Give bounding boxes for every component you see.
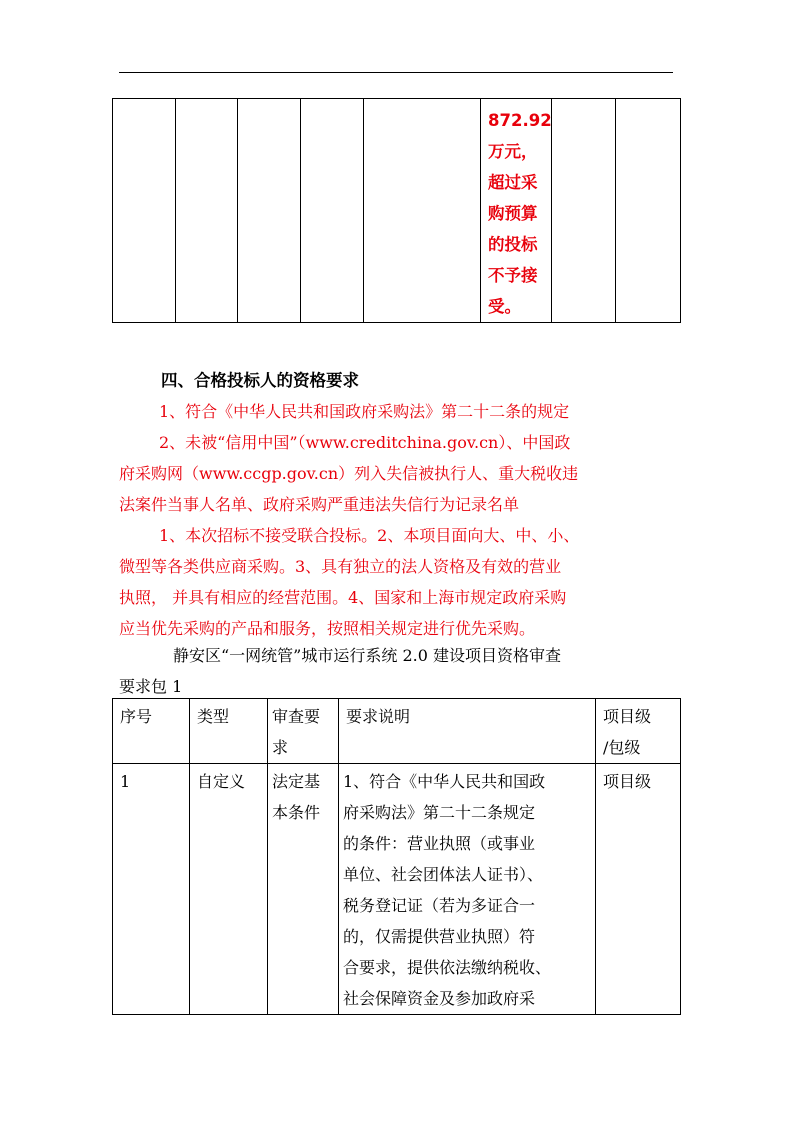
- cell-review: [268, 764, 339, 1015]
- table-cell: [364, 99, 481, 323]
- cell-line: 的条件：营业执照（或事业: [343, 834, 536, 853]
- table-cell: [113, 99, 176, 323]
- cell-line: /包级: [603, 738, 641, 757]
- cell-line: 税务登记证（若为多证合一: [343, 896, 536, 915]
- budget-note-line: 超过采: [488, 173, 538, 192]
- requirement-item-2: [119, 427, 675, 520]
- text-line: 1、本次招标不接受联合投标。2、本项目面向大、中、小、: [159, 526, 580, 545]
- cell-seq: 1: [113, 764, 190, 1015]
- table-cell: [238, 99, 301, 323]
- table-header-row: [113, 699, 681, 764]
- budget-note-line: 872.92: [488, 111, 552, 130]
- table-row: [113, 99, 681, 323]
- cell-line: 1、符合《中华人民共和国政: [343, 772, 546, 791]
- requirements-table: [112, 698, 681, 1015]
- cell-line: 府采购法》第二十二条规定: [343, 803, 536, 822]
- budget-note-line: 万元，: [488, 142, 538, 161]
- budget-note-line: 的投标: [488, 235, 538, 254]
- table-cell: [301, 99, 364, 323]
- text-line: 执照， 并具有相应的经营范围。4、国家和上海市规定政府采购: [119, 588, 567, 607]
- cell-level: 项目级: [596, 764, 681, 1015]
- header-seq: 序号: [113, 699, 190, 764]
- header-rule: [119, 72, 673, 73]
- table-cell: [616, 99, 681, 323]
- text-line: 应当优先采购的产品和服务，按照相关规定进行优先采购。: [119, 619, 536, 638]
- continuation-table: [112, 98, 681, 323]
- header-level: [596, 699, 681, 764]
- table-row: [113, 764, 681, 1015]
- budget-note-cell: [481, 99, 552, 323]
- budget-note: [481, 99, 551, 322]
- cell-line: 求: [272, 738, 289, 757]
- text-line: 2、未被“信用中国”（www.creditchina.gov.cn）、中国政: [159, 433, 571, 452]
- budget-note-line: 购预算: [488, 204, 538, 223]
- text-line: 府采购网（www.ccgp.gov.cn）列入失信被执行人、重大税收违: [119, 464, 579, 483]
- budget-note-line: 不予接: [488, 266, 538, 285]
- project-title: [119, 640, 675, 702]
- text-line: 微型等各类供应商采购。3、具有独立的法人资格及有效的营业: [119, 557, 562, 576]
- requirement-item-1: [119, 396, 675, 427]
- cell-line: 单位、社会团体法人证书）、: [343, 865, 544, 884]
- header-review: [268, 699, 339, 764]
- text-line: 静安区“一网统管”城市运行系统 2.0 建设项目资格审查: [173, 646, 561, 665]
- text-line: 法案件当事人名单、政府采购严重违法失信行为记录名单: [119, 495, 520, 514]
- table-cell: [552, 99, 616, 323]
- cell-line: 的，仅需提供营业执照）符: [343, 927, 536, 946]
- cell-line: 法定基: [272, 772, 321, 791]
- header-desc: 要求说明: [339, 699, 596, 764]
- cell-line: 社会保障资金及参加政府采: [343, 989, 536, 1008]
- cell-desc: [339, 764, 596, 1015]
- cell-line: 审查要: [272, 707, 321, 726]
- cell-line: 本条件: [272, 803, 321, 822]
- section-heading: 四、合格投标人的资格要求: [161, 371, 359, 390]
- text-line: 1、符合《中华人民共和国政府采购法》第二十二条的规定: [159, 402, 570, 421]
- table-cell: [176, 99, 238, 323]
- header-type: 类型: [190, 699, 268, 764]
- cell-line: 合要求，提供依法缴纳税收、: [343, 958, 552, 977]
- text-line: 要求包 1: [119, 677, 183, 696]
- cell-line: 项目级: [603, 707, 652, 726]
- budget-note-line: 受。: [488, 297, 521, 316]
- cell-type: 自定义: [190, 764, 268, 1015]
- requirement-item-3: [119, 520, 675, 644]
